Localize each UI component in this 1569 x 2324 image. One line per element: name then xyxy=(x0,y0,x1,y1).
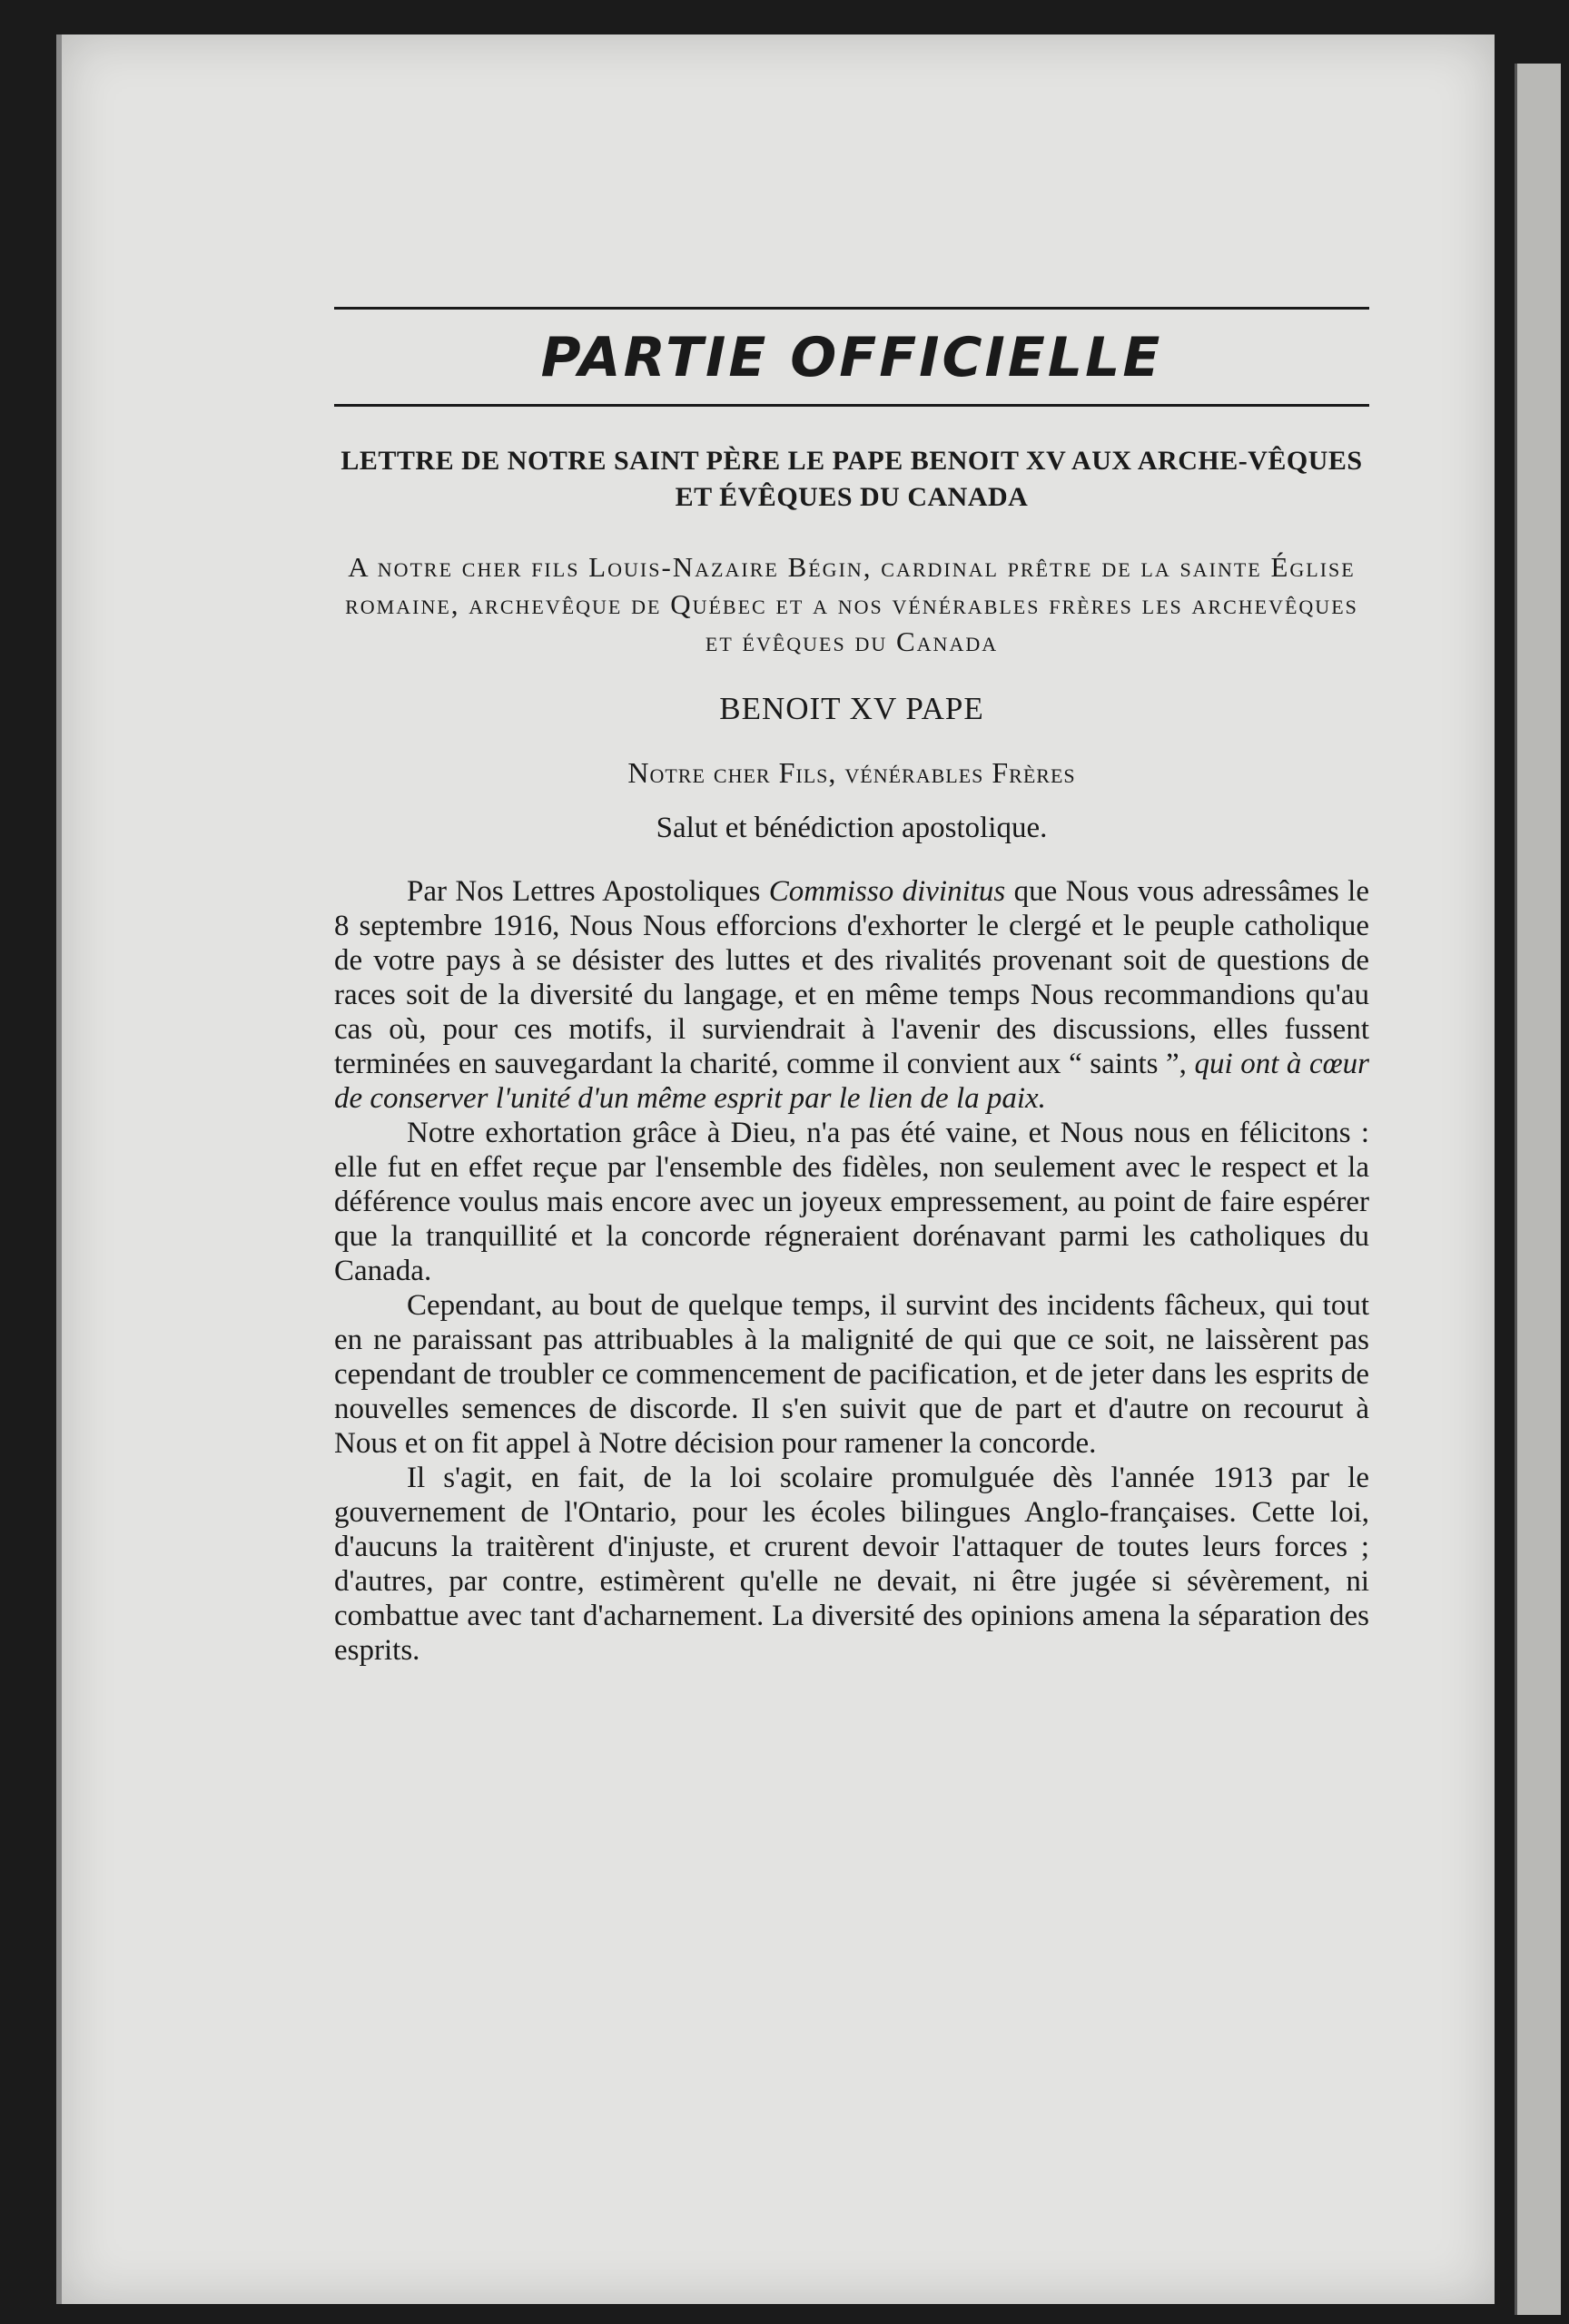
paragraph-1 xyxy=(334,874,1369,1116)
greeting: Salut et bénédiction apostolique. xyxy=(656,812,1048,844)
salutation: Notre cher Fils, vénérables Frères xyxy=(627,756,1076,789)
paragraph-2: Notre exhortation grâce à Dieu, n'a pas été vaine, et Nous nous en félicitons : elle fut en effet reçue par l'ensemble des fidèles, non seulement avec le respect et la déférence voulus mais encore avec un joyeux empressement, au point de faire espérer que la tranquillité et la concorde régneraient dorénavant parmi les catholiques du Canada. xyxy=(334,1117,1369,1287)
page-content xyxy=(334,307,1369,1668)
paragraph-1-text-b: que Nous vous adressâmes le 8 septembre 1916, Nous Nous efforcions d'exhorter le clergé et le peuple catholique de votre pays à se désister des luttes et des rivalités provenant soit de questions de races soit de la diversité du langage, et en même temps Nous recommandions qu'au cas où, pour ces motifs, il surviendrait à l'avenir des discussions, elles fussent terminées en sauvegardant la charité, comme il convient aux “ saints ”, xyxy=(334,875,1369,1080)
scanned-page xyxy=(56,34,1495,2304)
letter-body xyxy=(334,874,1369,1668)
bottom-rule xyxy=(334,404,1369,407)
paragraph-1-text-a: Par Nos Lettres Apostoliques xyxy=(407,875,769,908)
paragraph-1-italic-title: Commisso divinitus xyxy=(768,875,1006,908)
section-title: PARTIE OFFICIELLE xyxy=(540,326,1163,389)
top-rule xyxy=(334,307,1369,310)
letter-address: A notre cher fils Louis-Nazaire Bégin, cardinal prêtre de la sainte Église romaine, archevêque de Québec et a nos vénérables frères les archevêques et évêques du Canada xyxy=(345,551,1358,657)
paragraph-4: Il s'agit, en fait, de la loi scolaire promulguée dès l'année 1913 par le gouvernement de l'Ontario, pour les écoles bilingues Anglo-françaises. Cette loi, d'aucuns la traitèrent d'injuste, et crurent devoir l'attaquer de toutes leurs forces ; d'autres, par contre, estimèrent qu'elle ne devait, ni être jugée si sévèrement, ni combattue avec tant d'acharnement. La diversité des opinions amena la séparation des esprits. xyxy=(334,1462,1369,1667)
paragraph-3: Cependant, au bout de quelque temps, il survint des incidents fâcheux, qui tout en ne paraissant pas attribuables à la malignité de qui que ce soit, ne laissèrent pas cependant de troubler ce commencement de pacification, et de jeter dans les esprits de nouvelles semences de discorde. Il s'en suivit que de part et d'autre on recourut à Nous et on fit appel à Notre décision pour ramener la concorde. xyxy=(334,1289,1369,1460)
adjacent-page-edge xyxy=(1515,64,1561,2315)
paragraph-1-italic-quote: qui ont à cœur de conserver l'unité d'un même esprit par le lien de la paix. xyxy=(334,1048,1369,1115)
pope-name: BENOIT XV PAPE xyxy=(719,691,984,726)
letter-title: LETTRE DE NOTRE SAINT PÈRE LE PAPE BENOIT XV AUX ARCHE-VÊQUES ET ÉVÊQUES DU CANADA xyxy=(340,446,1363,512)
